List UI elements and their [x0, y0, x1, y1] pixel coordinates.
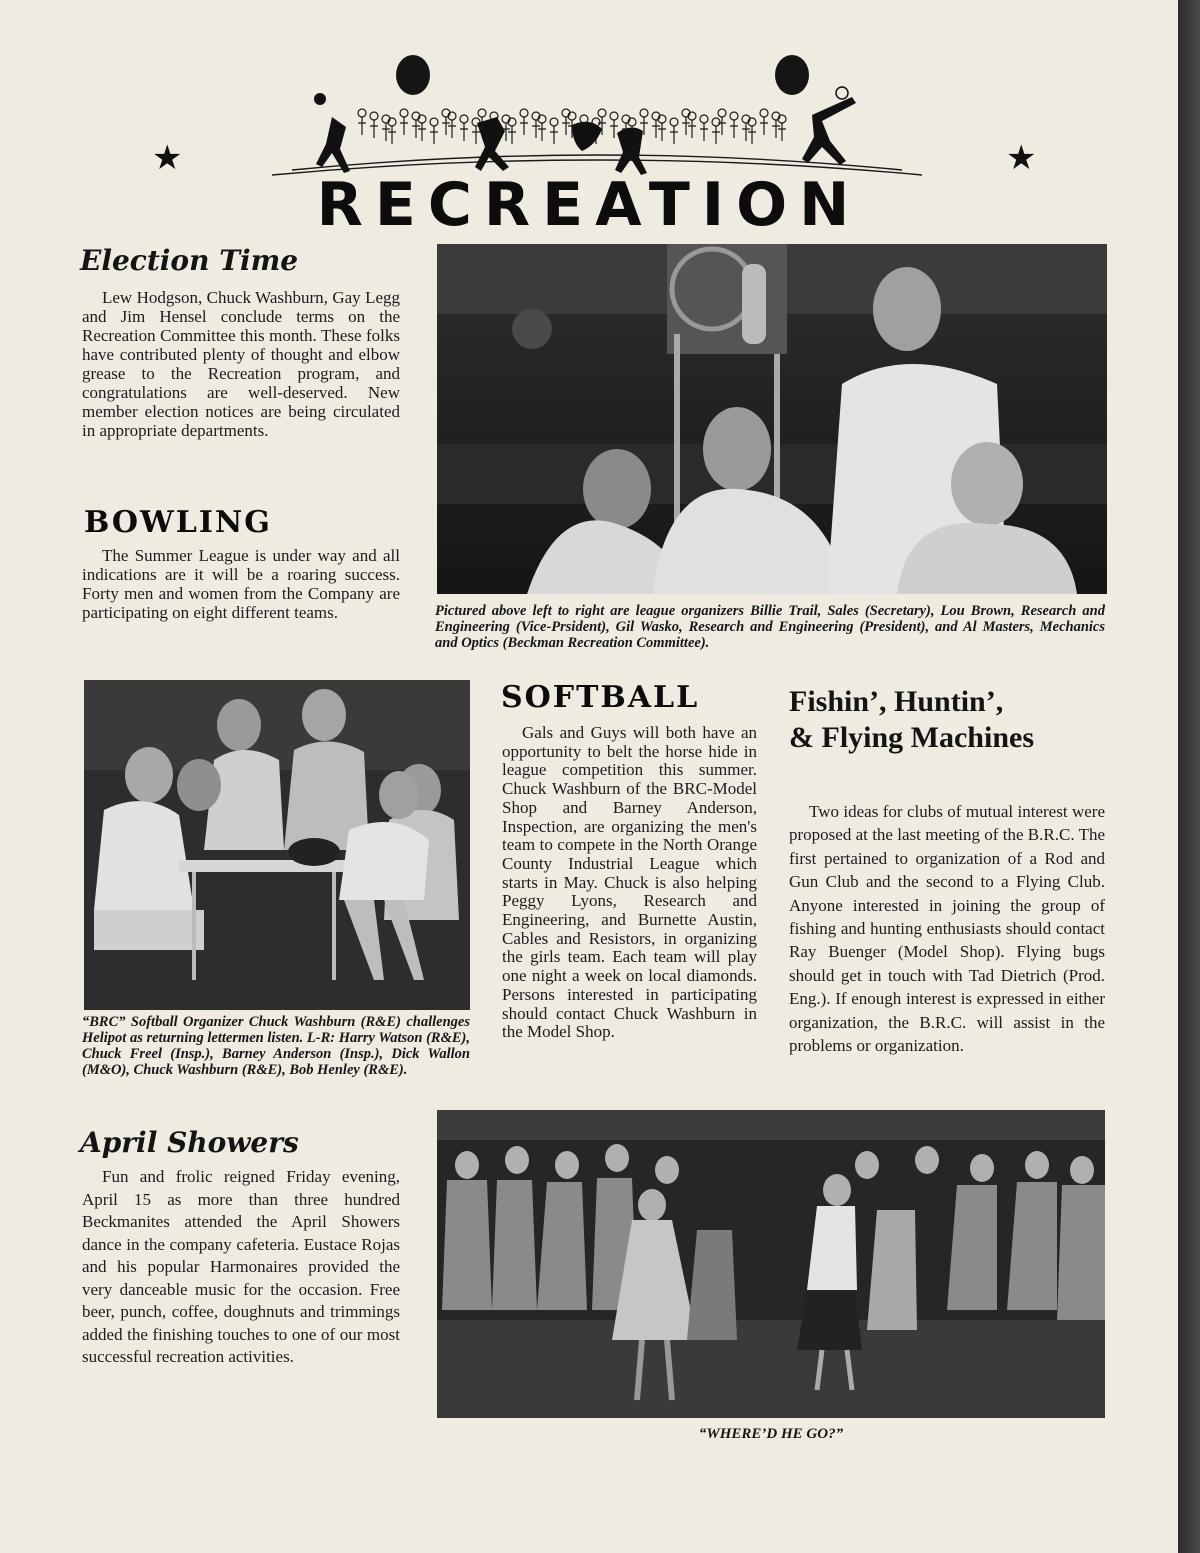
election-body: Lew Hodgson, Chuck Washburn, Gay Legg and Jim Hensel conclude terms on the Recreation Committee this month. These folks have contributed plenty of thought and elbow grease to the Recreation program, and congratulations are well-deserved. New member election notices are being circulated in appropriate departments. — [82, 288, 400, 440]
bowling-organizers-photo — [437, 244, 1107, 594]
bowling-body: The Summer League is under way and all indications are it will be a roaring success. Forty men and women from the Company are participating on eight different teams. — [82, 546, 400, 622]
fishin-heading — [789, 684, 1034, 756]
softball-heading: SOFTBALL — [501, 680, 700, 715]
star-left-icon: ★ — [152, 140, 183, 177]
star-right-icon: ★ — [1006, 140, 1037, 177]
april-photo-caption: “WHERE’D HE GO?” — [698, 1426, 844, 1442]
fishin-heading-line1: Fishin’, Huntin’, — [789, 685, 1004, 718]
april-heading: April Showers — [80, 1126, 299, 1159]
bowling-heading: BOWLING — [84, 505, 272, 540]
fishin-body: Two ideas for clubs of mutual interest were proposed at the last meeting of the B.R.C. The first pertained to organization of a Rod and Gun Club and the second to a Flying Club. Anyone interested in joining the group of fishing and hunting enthusiasts should contact Ray Buenger (Model Shop). Flying bugs should get in touch with Tad Dietrich (Prod. Eng.). If enough interest is expressed in either organization, the B.R.C. will assist in the problems or organization. — [789, 802, 1105, 1056]
softball-organizers-photo — [84, 680, 470, 1010]
bowling-photo-caption: Pictured above left to right are league organizers Billie Trail, Sales (Secretary), Lou Brown, Research and Engineering (Vice-Prsident), Gil Wasko, Research and Engineering (President), and Al Masters, Mechanics and Optics (Beckman Recreation Committee). — [435, 603, 1105, 651]
softball-photo-caption: “BRC” Softball Organizer Chuck Washburn (R&E) challenges Helipot as returning lettermen listen. L-R: Harry Watson (R&E), Chuck Freel (Insp.), Barney Anderson (Insp.), Dick Wallon (M&O), Chuck Washburn (R&E), Bob Henley (R&E). — [82, 1014, 470, 1078]
april-body: Fun and frolic reigned Friday evening, April 15 as more than three hundred Beckmanites attended the April Showers dance in the company cafeteria. Eustace Rojas and his popular Harmonaires provided the very danceable music for the occasion. Free beer, punch, coffee, doughnuts and trimmings added the finishing touches to one of our most successful recreation activities. — [82, 1167, 400, 1366]
april-showers-dance-photo — [437, 1110, 1105, 1418]
page-edge-shadow — [1178, 0, 1200, 1553]
fishin-heading-line2: & Flying Machines — [789, 721, 1034, 754]
election-heading: Election Time — [80, 244, 299, 277]
masthead-title: RECREATION — [316, 170, 862, 240]
softball-body: Gals and Guys will both have an opportunity to belt the horse hide in league competition this summer. Chuck Washburn of the BRC-Model Shop and Barney Anderson, Inspection, are organizing the men's team to compete in the North Orange County Industrial League which starts in May. Chuck is also helping Peggy Lyons, Research and Engineering, and Burnette Austin, Cables and Resistors, in organizing the girls team. Each team will play one night a week on local diamonds. Persons interested in participating should contact Chuck Washburn in the Model Shop. — [502, 723, 757, 1042]
